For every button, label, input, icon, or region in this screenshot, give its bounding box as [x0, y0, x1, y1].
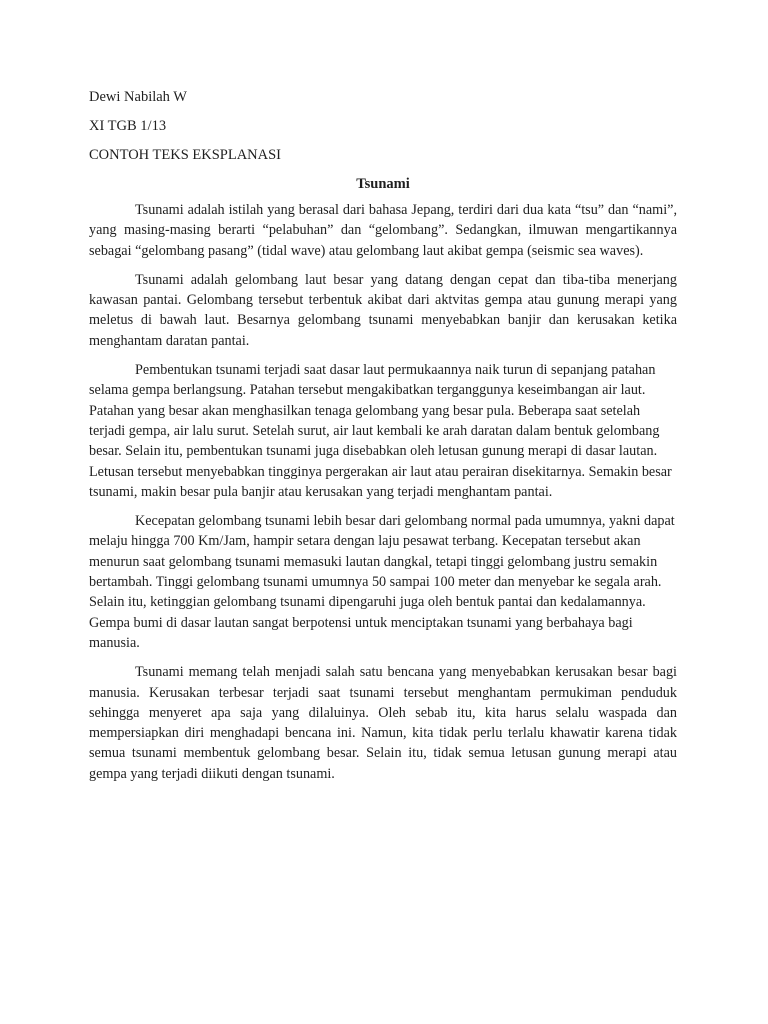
paragraph-formation: Pembentukan tsunami terjadi saat dasar laut permukaannya naik turun di sepanjang patahan selama gempa berlangsung. Patahan tersebut mengakibatkan terganggunya keseimbangan air laut. Patahan yang besar akan menghasilkan tenaga gelombang yang besar pula. Beberapa saat setelah terjadi gempa, air lalu surut. Setelah surut, air laut kembali ke arah daratan dalam bentuk gelombang besar. Selain itu, pembentukan tsunami juga disebabkan oleh letusan gunung merapi di dasar lautan. Letusan tersebut menyebabkan tingginya pergerakan air laut atau perairan disekitarnya. Semakin besar tsunami, makin besar pula banjir atau kerusakan yang terjadi menghantam pantai. [89, 362, 672, 500]
document-title: Tsunami [356, 176, 410, 192]
paragraph-conclusion: Tsunami memang telah menjadi salah satu bencana yang menyebabkan kerusakan besar bagi manusia. Kerusakan terbesar terjadi saat tsunami tersebut menghantam permukiman penduduk sehingga menyeret apa saja yang dilaluinya. Oleh sebab itu, kita harus selalu waspada dan mempersiapkan diri menghadapi bencana ini. Namun, kita tidak perlu terlalu khawatir karena tidak semua tsunami membentuk gelombang besar. Selain itu, tidak semua letusan gunung merapi atau gempa yang terjadi diikuti dengan tsunami. [89, 664, 677, 782]
author-name: Dewi Nabilah W [89, 89, 187, 105]
paragraph-overview: Tsunami adalah gelombang laut besar yang datang dengan cepat dan tiba-tiba menerjang kawasan pantai. Gelombang tersebut terbentuk akibat dari aktvitas gempa atau gunung merapi yang meletus di bawah laut. Besarnya gelombang tsunami menyebabkan banjir dan kerusakan ketika menghantam daratan pantai. [89, 271, 677, 349]
paragraph-definition: Tsunami adalah istilah yang berasal dari bahasa Jepang, terdiri dari dua kata “tsu” dan “nami”, yang masing-masing berarti “pelabuhan” dan “gelombang”. Sedangkan, ilmuwan mengartikannya sebagai “gelombang pasang” (tidal wave) atau gelombang laut akibat gempa (seismic sea waves). [89, 202, 677, 259]
document-type-label: CONTOH TEKS EKSPLANASI [89, 147, 282, 163]
document-page [89, 88, 677, 793]
paragraph-speed: Kecepatan gelombang tsunami lebih besar dari gelombang normal pada umumnya, yakni dapat melaju hingga 700 Km/Jam, hampir setara dengan laju pesawat terbang. Kecepatan tersebut akan menurun saat gelombang tsunami memasuki lautan dangkal, tetapi tinggi gelombang justru semakin bertambah. Tinggi gelombang tsunami umumnya 50 sampai 100 meter dan menyebar ke segala arah. Selain itu, ketinggian gelombang tsunami dipengaruhi juga oleh bentuk pantai dan kedalamannya. Gempa bumi di dasar lautan sangat berpotensi untuk menciptakan tsunami yang berbahaya bagi manusia. [89, 513, 675, 651]
class-label: XI TGB 1/13 [89, 118, 167, 134]
